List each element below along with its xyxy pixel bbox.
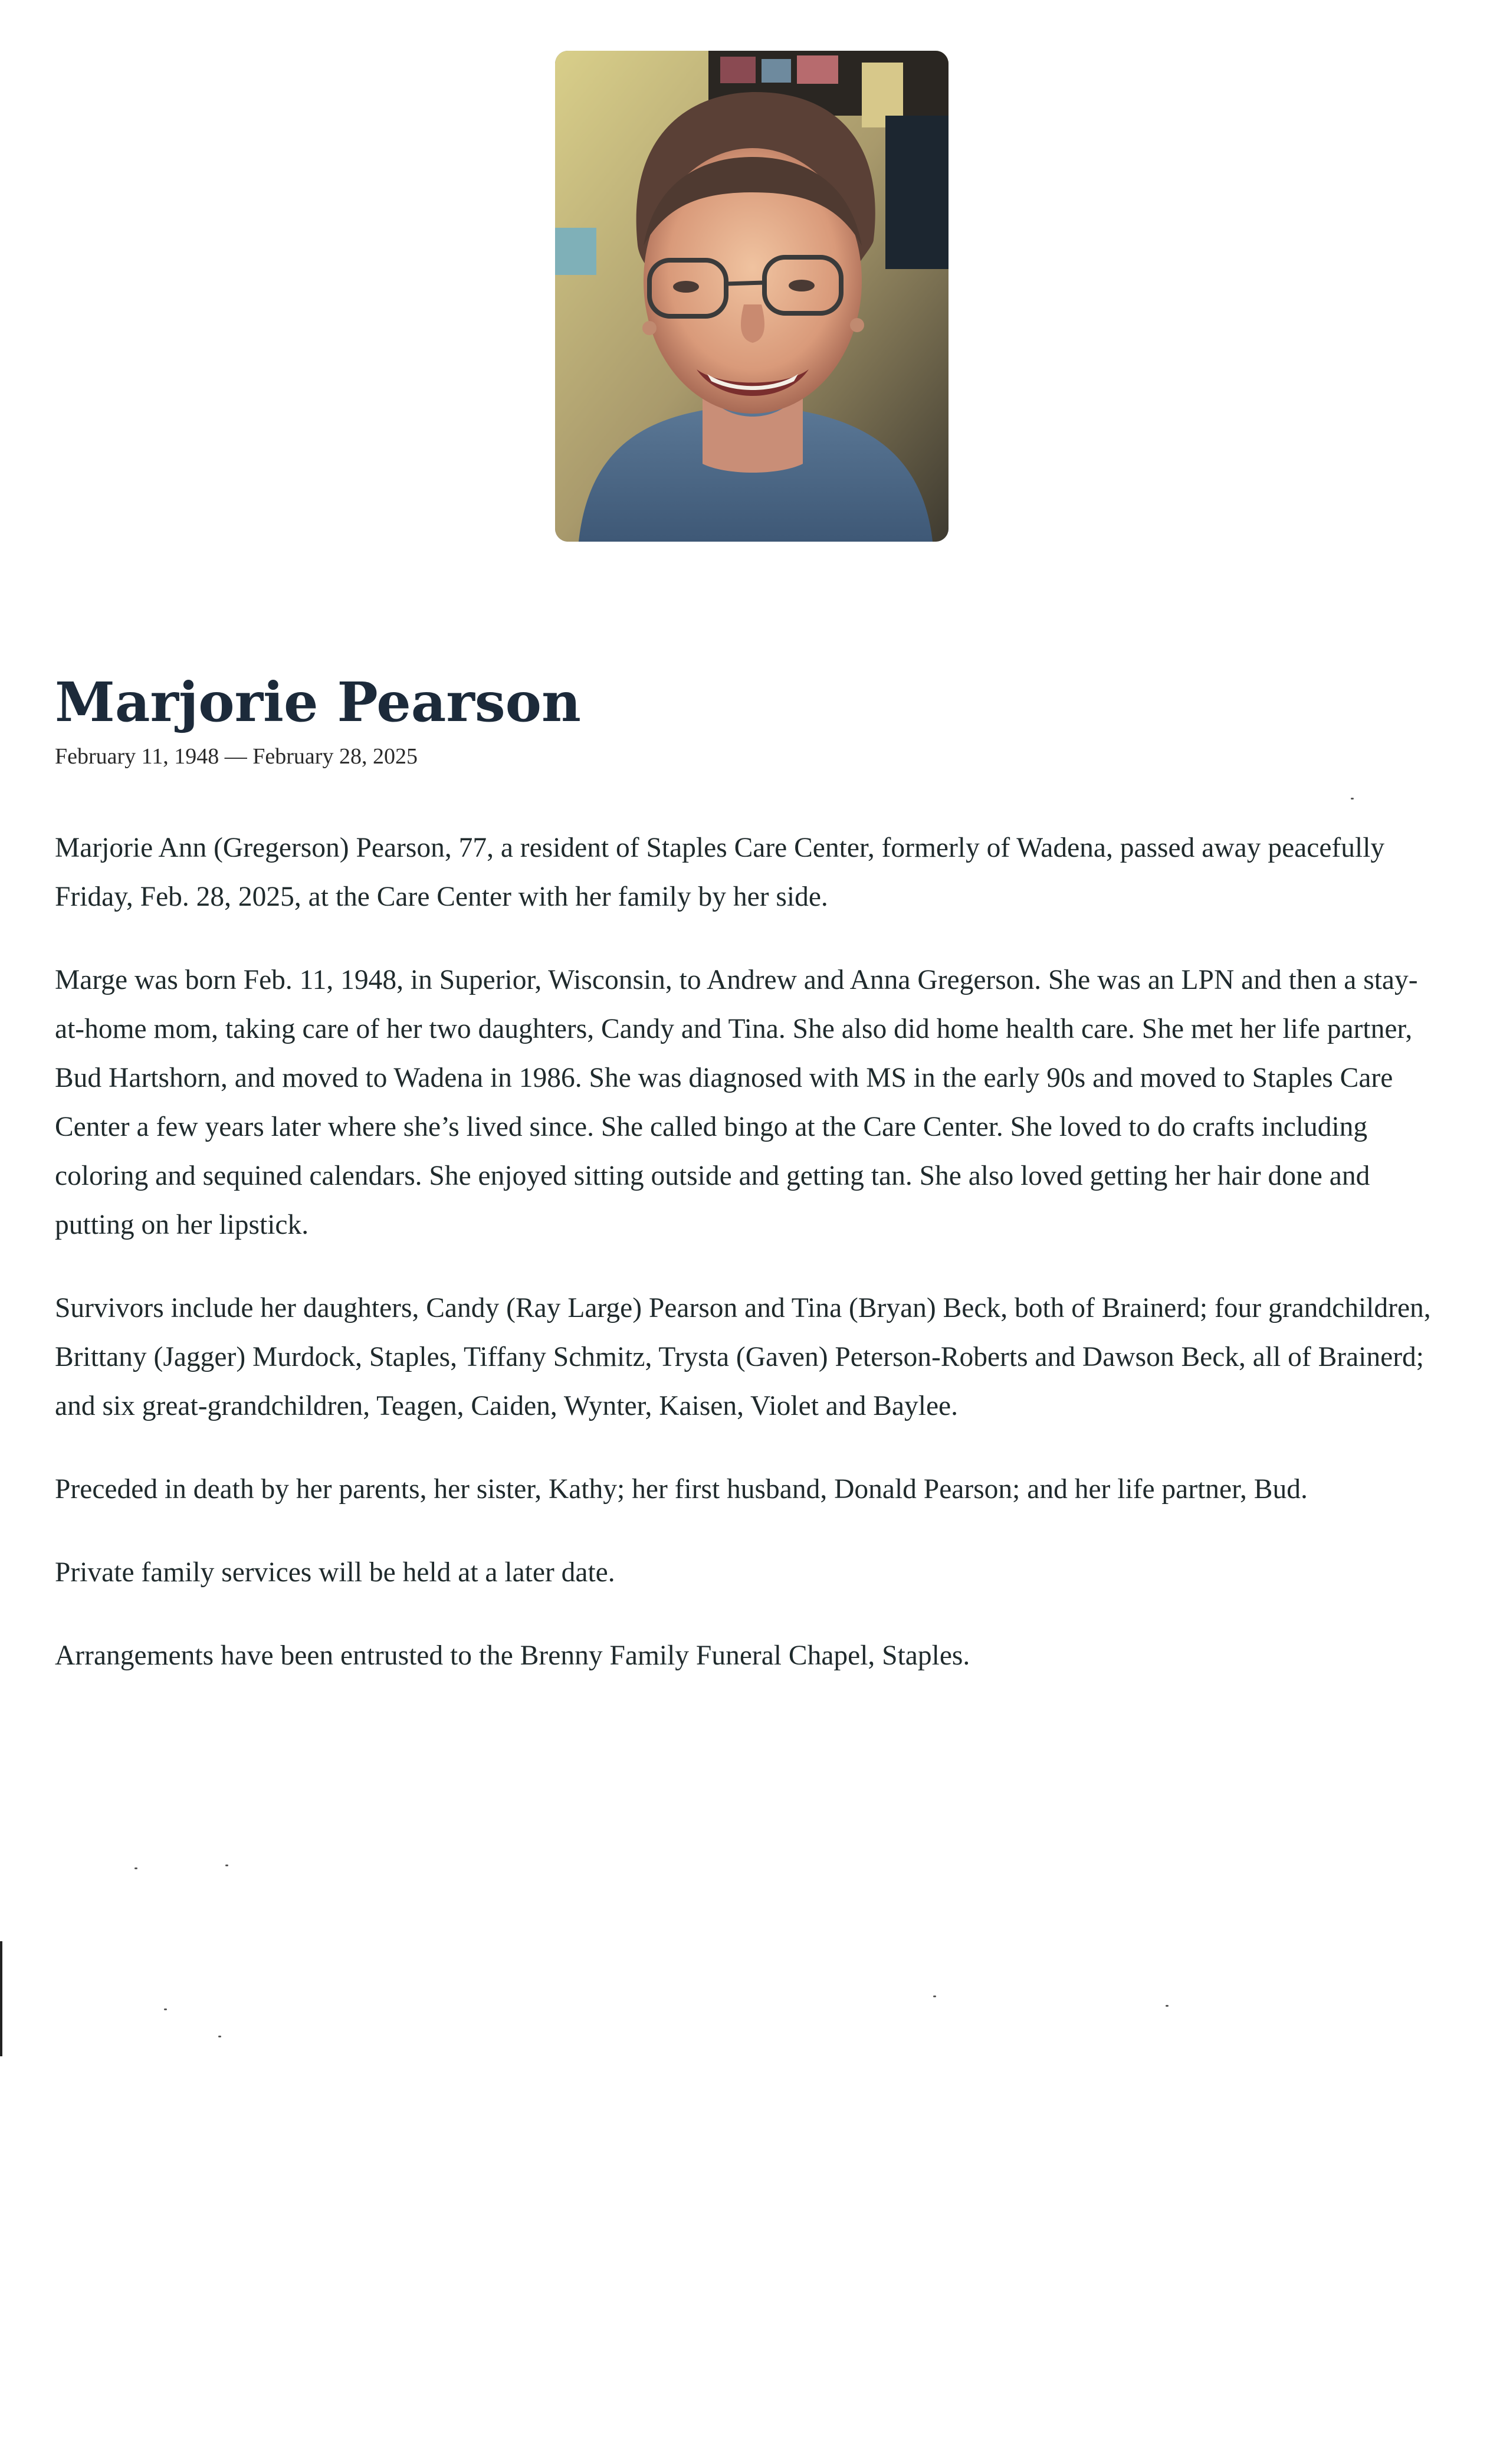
portrait-photo-icon — [555, 51, 949, 542]
scan-speck — [218, 2036, 221, 2037]
obituary-body — [55, 824, 1447, 1715]
scan-speck — [1166, 2005, 1169, 2007]
portrait-photo — [555, 51, 949, 542]
scan-speck — [225, 1865, 228, 1866]
obituary-paragraph: Preceded in death by her parents, her sister, Kathy; her first husband, Donald Pearson; and her life partner, Bud. — [55, 1474, 1308, 1505]
scan-speck — [933, 1996, 936, 1997]
obituary-paragraph: Marge was born Feb. 11, 1948, in Superior, Wisconsin, to Andrew and Anna Gregerson. She was an LPN and then a stay-at-home mom, taking care of her two daughters, Candy and Tina. She also did home health care. She met her life partner, Bud Hartshorn, and moved to Wadena in 1986. She was diagnosed with MS in the early 90s and moved to Staples Care Center a few years later where she’s lived since. She called bingo at the Care Center. She loved to do crafts including coloring and sequined calendars. She enjoyed sitting outside and getting tan. She also loved getting her hair done and putting on her lipstick. — [55, 965, 1418, 1240]
page-title: Marjorie Pearson — [55, 670, 581, 734]
obituary-paragraph: Private family services will be held at a later date. — [55, 1557, 615, 1588]
life-dates: February 11, 1948 — February 28, 2025 — [55, 744, 418, 769]
obituary-paragraph: Survivors include her daughters, Candy (Ray Large) Pearson and Tina (Bryan) Beck, both of Brainerd; four grandchildren, Brittany (Jagger) Murdock, Staples, Tiffany Schmitz, Trysta (Gaven) Peterson-Roberts and Dawson Beck, all of Brainerd; and six great-grandchildren, Teagen, Caiden, Wynter, Kaisen, Violet and Baylee. — [55, 1293, 1431, 1421]
scan-speck — [164, 2008, 167, 2010]
obituary-paragraph: Marjorie Ann (Gregerson) Pearson, 77, a resident of Staples Care Center, formerly of Wadena, passed away peacefully Friday, Feb. 28, 2025, at the Care Center with her family by her side. — [55, 833, 1385, 912]
scan-speck — [134, 1867, 137, 1869]
scan-margin-line — [0, 1941, 2, 2056]
obituary-paragraph: Arrangements have been entrusted to the Brenny Family Funeral Chapel, Staples. — [55, 1640, 970, 1671]
scan-speck — [1351, 798, 1354, 800]
